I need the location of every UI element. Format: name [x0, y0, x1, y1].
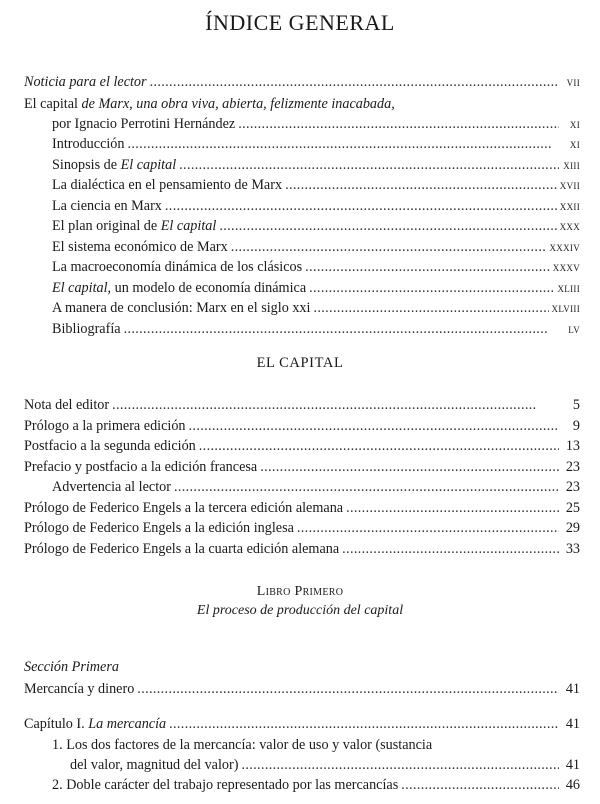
- toc-subentry-2[interactable]: 2. Doble carácter del trabajo representado por las mercancías . . . 46: [52, 775, 580, 795]
- page-title: ÍNDICE GENERAL: [205, 10, 395, 35]
- toc-subentry[interactable]: El sistema económico de Marx . . . xxxiv: [52, 237, 580, 257]
- page-number: 29: [565, 520, 580, 536]
- dot-leader: [231, 237, 547, 257]
- toc-entry[interactable]: Prólogo de Federico Engels a la cuarta edición alemana . . . 33: [24, 539, 580, 559]
- dot-leader: [189, 416, 559, 436]
- dot-leader: [346, 498, 559, 518]
- page-number: xxx: [559, 219, 580, 233]
- toc-entry-capital-line1[interactable]: El capital de Marx, una obra viva, abierta, felizmente inacabada,: [24, 96, 395, 112]
- page-number: 33: [565, 540, 580, 557]
- dot-leader: [219, 216, 556, 236]
- page-number: xiii: [563, 157, 580, 172]
- libro-subtitle: El proceso de producción del capital: [196, 603, 404, 618]
- toc-entry[interactable]: Prólogo de Federico Engels a la edición inglesa . . . 29: [24, 518, 580, 538]
- dot-leader: [128, 134, 560, 154]
- toc-entry[interactable]: Prólogo a la primera edición . . . 9: [24, 416, 580, 436]
- dot-leader: [260, 457, 559, 477]
- dot-leader: [137, 679, 559, 699]
- toc-entry-capitulo-1[interactable]: Capítulo I. La mercancía . . . 41: [24, 714, 580, 734]
- toc-entry[interactable]: Postfacio a la segunda edición . . . 13: [24, 436, 580, 456]
- dot-leader: [297, 518, 559, 538]
- toc-subentry[interactable]: Introducción . . . xi: [52, 134, 580, 154]
- page-number: 25: [565, 499, 580, 516]
- toc-subentry[interactable]: El capital, un modelo de economía dinámica . . . xliii: [52, 278, 580, 298]
- dot-leader: [305, 257, 550, 277]
- page-number: xxxv: [552, 260, 580, 274]
- toc-subentry[interactable]: Bibliografía . . . lv: [52, 319, 580, 339]
- page-number: 9: [572, 417, 580, 434]
- page-number: 41: [565, 681, 580, 697]
- page-number: xvii: [559, 178, 580, 192]
- dot-leader: [285, 175, 557, 195]
- toc-entry[interactable]: Prefacio y postfacio a la edición francesa . . . 23: [24, 457, 580, 477]
- page-number: xi: [569, 137, 580, 151]
- dot-leader: [313, 298, 548, 318]
- page-number: vii: [566, 75, 580, 89]
- toc-subentry[interactable]: La macroeconomía dinámica de los clásicos . . . xxxv: [52, 257, 580, 277]
- page-number: xliii: [557, 280, 580, 295]
- toc-entry-seccion[interactable]: Mercancía y dinero . . . 41: [24, 679, 580, 699]
- dot-leader: [174, 477, 559, 497]
- toc-entry[interactable]: Nota del editor . . . 5: [24, 395, 580, 415]
- toc-subentry[interactable]: Sinopsis de El capital . . . xiii: [52, 155, 580, 175]
- toc-subentry[interactable]: Advertencia al lector . . . 23: [52, 477, 580, 497]
- libro-label: Libro Primero: [256, 584, 344, 599]
- page-number: 23: [565, 458, 580, 475]
- section-heading-el-capital: EL CAPITAL: [256, 355, 344, 371]
- page-number: xxxiv: [549, 239, 580, 254]
- dot-leader: [179, 155, 559, 175]
- page-number: 13: [565, 438, 580, 454]
- dot-leader: [150, 72, 559, 92]
- dot-leader: [112, 395, 559, 415]
- toc-subentry-1-line1[interactable]: 1. Los dos factores de la mercancía: valor de uso y valor (sustancia: [52, 737, 433, 753]
- dot-leader: [309, 278, 554, 298]
- dot-leader: [241, 755, 559, 775]
- dot-leader: [165, 196, 557, 216]
- page-number: 5: [572, 397, 580, 413]
- toc-entry-noticia[interactable]: Noticia para el lector . . . vii: [24, 72, 580, 92]
- page-number: lv: [568, 321, 580, 336]
- dot-leader: [199, 436, 559, 456]
- page-number: 46: [565, 777, 580, 793]
- page-number: xxii: [559, 198, 580, 213]
- dot-leader: [124, 319, 559, 339]
- dot-leader: [401, 775, 559, 795]
- page-number: xlviii: [551, 301, 580, 315]
- seccion-label: Sección Primera: [24, 659, 119, 675]
- page-number: 23: [565, 479, 580, 495]
- toc-subentry[interactable]: La dialéctica en el pensamiento de Marx . . . xvii: [52, 175, 580, 195]
- toc-entry-capital-line2[interactable]: por Ignacio Perrotini Hernández . . . xi: [52, 114, 580, 134]
- page-number: 41: [565, 716, 580, 732]
- toc-entry[interactable]: Prólogo de Federico Engels a la tercera edición alemana . . . 25: [24, 498, 580, 518]
- dot-leader: [238, 114, 559, 134]
- page-number: 41: [565, 757, 580, 773]
- page-number: xi: [569, 117, 580, 131]
- toc-subentry[interactable]: A manera de conclusión: Marx en el siglo xxi . . . xlviii: [52, 298, 580, 318]
- toc-subentry[interactable]: La ciencia en Marx . . . xxii: [52, 196, 580, 216]
- toc-subentry-1-line2[interactable]: del valor, magnitud del valor) . . . 41: [70, 755, 580, 775]
- dot-leader: [169, 714, 559, 734]
- dot-leader: [342, 539, 559, 559]
- toc-subentry[interactable]: El plan original de El capital . . . xxx: [52, 216, 580, 236]
